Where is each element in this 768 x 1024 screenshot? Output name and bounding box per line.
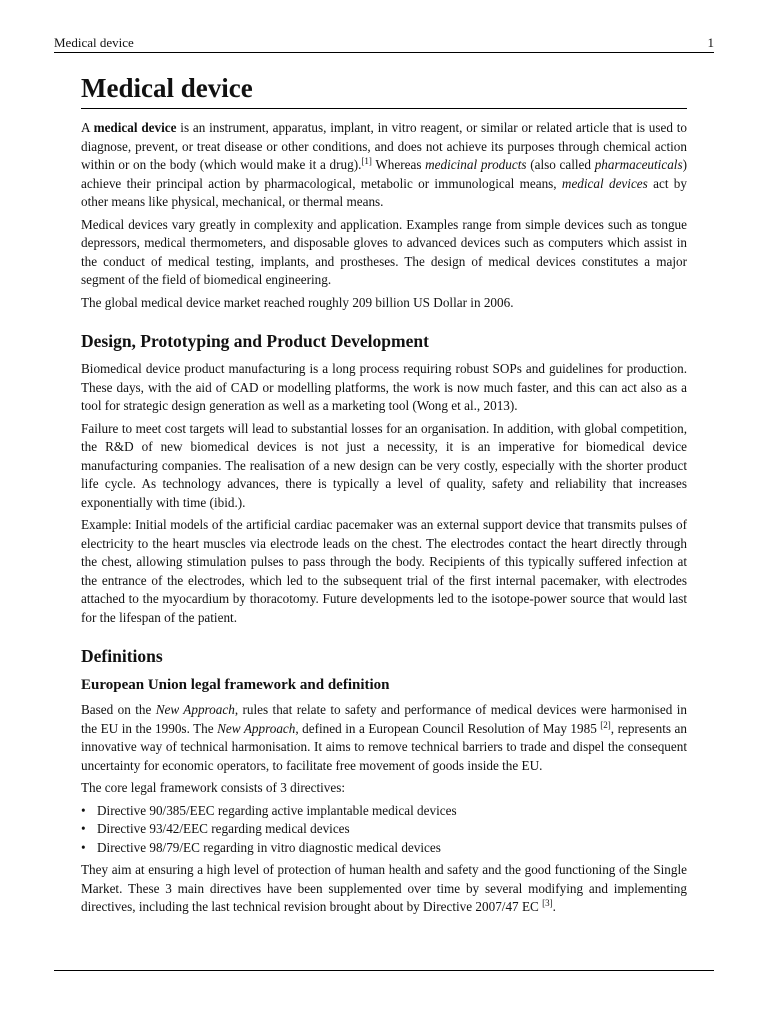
eu-paragraph-1	[81, 701, 687, 775]
intro-paragraph-3: The global medical device market reached roughly 209 billion US Dollar in 2006.	[81, 294, 514, 310]
running-header	[54, 32, 714, 53]
text-run: , defined in a European Council Resolution of May 1985	[295, 720, 601, 736]
intro-paragraph-2: Medical devices vary greatly in complexity and application. Examples range from simple devices such as tongue depressors, medical thermometers, and disposable gloves to advanced devices such as computers which assist in the conduct of medical testing, implants, and prostheses. The design of medical devices constitutes a major segment of the field of biomedical engineering.	[81, 216, 687, 287]
list-item-text: Directive 98/79/EC regarding in vitro diagnostic medical devices	[97, 839, 441, 855]
design-paragraph-2: Failure to meet cost targets will lead to substantial losses for an organisation. In addition, with global competition, the R&D of new biomedical devices is not just a necessity, it is an imperative for biomedical device manufacturing companies. The realisation of a new design can be very costly, especially with the shorter product life cycle. As technology advances, there is typically a level of quality, safety and reliability that increases exponentially with time (ibid.).	[81, 420, 687, 510]
bullet-icon: •	[81, 821, 86, 836]
bullet-icon: •	[81, 802, 86, 818]
italic-term: New Approach	[155, 702, 235, 717]
citation-link-3[interactable]: [3]	[542, 898, 553, 908]
text-run: Based on the	[81, 702, 156, 717]
text-run: Whereas	[371, 157, 426, 172]
intro-paragraph-1	[81, 119, 687, 212]
italic-term: pharmaceuticals	[594, 157, 683, 172]
text-run: They aim at ensuring a high level of protection of human health and safety and the good functioning of the Single Market. These 3 main directives have been supplemented over time by several modifying and implementing directives, including the last technical revision brought about by Directive 2007/47 EC	[81, 862, 687, 914]
bullet-icon: •	[81, 839, 86, 855]
list-item	[81, 802, 687, 821]
text-run: , rules that relate to safety and performance of medical devices were harmonised in the EU in the 1990s. The	[81, 702, 687, 736]
text-run: act by other means like physical, mechanical, or thermal means.	[81, 175, 687, 209]
text-run: (also called	[526, 157, 595, 172]
text-run: , represents an innovative way of technical harmonisation. It aims to remove technical barriers to trade and dispel the consequent uncertainty for economic operators, to facilitate free movement of goods inside the EU.	[81, 720, 687, 773]
list-item	[81, 839, 687, 858]
directives-list	[81, 802, 687, 858]
eu-paragraph-3	[81, 861, 687, 917]
italic-term: medical devices	[561, 175, 648, 191]
section-heading-definitions: Definitions	[81, 646, 163, 666]
list-item-text: Directive 93/42/EEC regarding medical devices	[97, 821, 350, 836]
page-number: 1	[707, 35, 714, 50]
running-header-title: Medical device	[54, 35, 134, 50]
design-paragraph-1: Biomedical device product manufacturing is a long process requiring robust SOPs and guidelines for production. These days, with the aid of CAD or modelling platforms, the work is now much faster, and this can act also as a tool for strategic design generation as well as a marketing tool (Wong et al., 2013).	[81, 361, 687, 413]
subsection-heading-eu: European Union legal framework and definition	[81, 677, 390, 693]
article-body	[81, 68, 687, 921]
eu-paragraph-2: The core legal framework consists of 3 directives:	[81, 780, 346, 795]
citation-link-2[interactable]: [2]	[600, 719, 611, 730]
italic-term: New Approach	[217, 720, 296, 736]
bold-term: medical device	[93, 120, 177, 135]
footer-rule	[54, 970, 714, 971]
text-run: is an instrument, apparatus, implant, in vitro reagent, or similar or related article that is used to diagnose, prevent, or treat disease or other conditions, and does not achieve its purposes through chemical action within or on the body (which would make it a drug).	[81, 120, 688, 172]
citation-link-1[interactable]: [1]	[361, 156, 372, 166]
section-heading-design: Design, Prototyping and Product Development	[81, 331, 429, 351]
text-run: A	[81, 120, 94, 135]
list-item	[81, 820, 687, 839]
text-run: ) achieve their principal action by pharmacological, metabolic or immunological means,	[81, 157, 687, 191]
list-item-text: Directive 90/385/EEC regarding active implantable medical devices	[97, 802, 457, 818]
design-paragraph-3: Example: Initial models of the artificial cardiac pacemaker was an external support device that transmits pulses of electricity to the heart muscles via electrode leads on the chest. The electrodes contact the heart directly through the chest, allowing stimulation pulses to pass through the body. Recipients of this typically suffered infection at the entrance of the electrodes, which led to the subsequent trial of the first internal pacemaker, with electrodes attached to the myocardium by thoracotomy. Future developments led to the isotope-power source that would last for the lifespan of the patient.	[81, 517, 687, 625]
italic-term: medicinal products	[425, 157, 527, 172]
page-title: Medical device	[81, 68, 687, 109]
text-run: .	[552, 899, 556, 914]
